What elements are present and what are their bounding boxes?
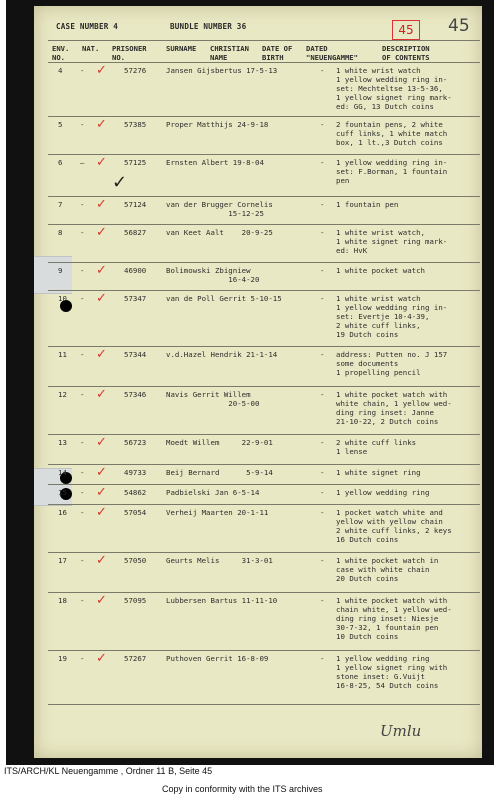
col-dated: DATED "NEUENGAMME" — [306, 44, 358, 62]
nationality-dash: - — [80, 654, 85, 663]
prisoner-name-dob: Navis Gerrit Willem 20-5-00 — [166, 390, 260, 408]
entry-number: 15 — [58, 488, 67, 497]
contents-description: 1 white pocket watch with white chain, 1 yellow wed- ding ring inset: Janne 21-10-22, 2 Dutch coins — [336, 390, 452, 426]
red-check-mark: ✓ — [96, 387, 107, 402]
dated-dash: - — [320, 390, 325, 399]
nationality-dash: - — [80, 200, 85, 209]
prisoner-number: 57347 — [124, 294, 147, 303]
nationality-dash: - — [80, 266, 85, 275]
red-check-mark: ✓ — [96, 435, 107, 450]
prisoner-number: 56723 — [124, 438, 147, 447]
page-stamp: 45 — [392, 20, 420, 40]
row-divider — [48, 154, 480, 155]
prisoner-number: 46900 — [124, 266, 147, 275]
dated-dash: - — [320, 508, 325, 517]
prisoner-name-dob: van Keet Aalt 20-9-25 — [166, 228, 273, 237]
nationality-dash: - — [80, 120, 85, 129]
header-rule — [48, 40, 480, 41]
nationality-dash: - — [80, 350, 85, 359]
prisoner-number: 57267 — [124, 654, 147, 663]
entry-number: 11 — [58, 350, 67, 359]
red-check-mark: ✓ — [96, 263, 107, 278]
entry-number: 17 — [58, 556, 67, 565]
prisoner-name-dob: Padbielski Jan 6-5-14 — [166, 488, 260, 497]
red-check-mark: ✓ — [96, 347, 107, 362]
prisoner-number: 56827 — [124, 228, 147, 237]
prisoner-name-dob: v.d.Hazel Hendrik 21-1-14 — [166, 350, 278, 359]
dated-dash: - — [320, 488, 325, 497]
prisoner-number: 57346 — [124, 390, 147, 399]
contents-description: 1 white wrist watch, 1 white signet ring mark- ed: HvK — [336, 228, 448, 255]
dated-dash: - — [320, 200, 325, 209]
prisoner-name-dob: Moedt Willem 22-9-01 — [166, 438, 273, 447]
row-divider — [48, 196, 480, 197]
handwritten-page-number: 45 — [448, 16, 470, 36]
red-check-mark: ✓ — [96, 651, 107, 666]
contents-description: 1 white pocket watch — [336, 266, 425, 275]
nationality-dash: - — [80, 468, 85, 477]
red-check-mark: ✓ — [96, 63, 107, 78]
red-check-mark: ✓ — [96, 553, 107, 568]
red-check-mark: ✓ — [96, 117, 107, 132]
row-divider — [48, 484, 480, 485]
nationality-dash: - — [80, 556, 85, 565]
header-rule — [48, 62, 480, 63]
entry-number: 12 — [58, 390, 67, 399]
row-divider — [48, 224, 480, 225]
prisoner-number: 57124 — [124, 200, 147, 209]
nationality-dash: - — [80, 294, 85, 303]
nationality-dash: - — [80, 438, 85, 447]
case-number: CASE NUMBER 4 — [56, 22, 119, 31]
row-divider — [48, 704, 480, 705]
prisoner-name-dob: Verheij Maarten 20-1-11 — [166, 508, 269, 517]
dated-dash: - — [320, 596, 325, 605]
entry-number: 16 — [58, 508, 67, 517]
red-check-mark: ✓ — [96, 225, 107, 240]
col-surname: SURNAME — [166, 44, 197, 53]
row-divider — [48, 290, 480, 291]
prisoner-number: 57385 — [124, 120, 147, 129]
dated-dash: - — [320, 468, 325, 477]
dated-dash: - — [320, 350, 325, 359]
prisoner-number: 57125 — [124, 158, 147, 167]
red-check-mark: ✓ — [96, 593, 107, 608]
prisoner-name-dob: Ernsten Albert 19-8-04 — [166, 158, 264, 167]
col-prisoner-no: PRISONER NO. — [112, 44, 147, 62]
entry-number: 10 — [58, 294, 67, 303]
row-divider — [48, 434, 480, 435]
prisoner-number: 54862 — [124, 488, 147, 497]
entry-number: 6 — [58, 158, 63, 167]
nationality-dash: - — [80, 596, 85, 605]
entry-number: 5 — [58, 120, 63, 129]
prisoner-name-dob: Lubbersen Bartus 11-11-10 — [166, 596, 278, 605]
red-check-mark: ✓ — [96, 465, 107, 480]
contents-description: 1 pocket watch white and yellow with yellow chain 2 white cuff links, 2 keys 16 Dutch coins — [336, 508, 452, 544]
entry-number: 18 — [58, 596, 67, 605]
contents-description: 1 white wrist watch 1 yellow wedding ring in- set: Evertje 10-4-39, 2 white cuff links, 19 Dutch coins — [336, 294, 448, 339]
col-nationality: NAT. — [82, 44, 100, 53]
contents-description: 1 fountain pen — [336, 200, 399, 209]
prisoner-name-dob: Geurts Melis 31-3-01 — [166, 556, 273, 565]
prisoner-name-dob: Beij Bernard 5-9-14 — [166, 468, 273, 477]
dated-dash: - — [320, 66, 325, 75]
prisoner-number: 57054 — [124, 508, 147, 517]
prisoner-number: 57050 — [124, 556, 147, 565]
entry-number: 13 — [58, 438, 67, 447]
dated-dash: - — [320, 438, 325, 447]
prisoner-name-dob: Proper Matthijs 24-9-18 — [166, 120, 269, 129]
red-check-mark: ✓ — [96, 291, 107, 306]
dated-dash: - — [320, 228, 325, 237]
nationality-dash: - — [80, 390, 85, 399]
contents-description: 1 white pocket watch in case with white chain 20 Dutch coins — [336, 556, 439, 583]
contents-description: 1 yellow wedding ring in- set: F.Borman, 1 fountain pen — [336, 158, 448, 185]
dated-dash: - — [320, 266, 325, 275]
row-divider — [48, 650, 480, 651]
copy-note: Copy in conformity with the ITS archives — [162, 784, 323, 794]
entry-number: 4 — [58, 66, 63, 75]
contents-description: address: Putten no. J 157 some documents 1 propelling pencil — [336, 350, 448, 377]
black-check-mark: ✓ — [112, 172, 128, 193]
dated-dash: - — [320, 120, 325, 129]
nationality-dash: - — [80, 488, 85, 497]
row-divider — [48, 504, 480, 505]
entry-number: 9 — [58, 266, 63, 275]
row-divider — [48, 464, 480, 465]
contents-description: 1 white wrist watch 1 yellow wedding ring in- set: Mechteltse 13-5-36, 1 yellow signet ring mark- ed: GG, 13 Dutch coins — [336, 66, 452, 111]
prisoner-name-dob: van de Poll Gerrit 5-10-15 — [166, 294, 282, 303]
dated-dash: - — [320, 556, 325, 565]
contents-description: 1 white pocket watch with chain white, 1 yellow wed- ding ring inset: Niesje 30-7-32, 1 fountain pen 10 Dutch coins — [336, 596, 452, 641]
bundle-number: BUNDLE NUMBER 36 — [170, 22, 247, 31]
prisoner-name-dob: Puthoven Gerrit 16-8-09 — [166, 654, 269, 663]
red-check-mark: ✓ — [96, 485, 107, 500]
archive-reference: ITS/ARCH/KL Neuengamme , Ordner 11 B, Seite 45 — [4, 766, 213, 776]
row-divider — [48, 592, 480, 593]
entry-number: 8 — [58, 228, 63, 237]
red-check-mark: ✓ — [96, 505, 107, 520]
row-divider — [48, 116, 480, 117]
entry-number: 7 — [58, 200, 63, 209]
contents-description: 2 fountain pens, 2 white cuff links, 1 white match box, 1 lt.,3 Dutch coins — [336, 120, 448, 147]
nationality-dash: - — [80, 508, 85, 517]
col-date-of-birth: DATE OF BIRTH — [262, 44, 293, 62]
contents-description: 1 yellow wedding ring 1 yellow signet ring with stone inset: G.Vuijt 16-8-25, 54 Dutch coins — [336, 654, 448, 690]
dated-dash: - — [320, 294, 325, 303]
nationality-dash: - — [80, 66, 85, 75]
contents-description: 2 white cuff links 1 lense — [336, 438, 417, 456]
row-divider — [48, 552, 480, 553]
row-divider — [48, 346, 480, 347]
red-check-mark: ✓ — [96, 155, 107, 170]
contents-description: 1 yellow wedding ring — [336, 488, 430, 497]
prisoner-number: 57276 — [124, 66, 147, 75]
col-christian-name: CHRISTIAN NAME — [210, 44, 249, 62]
entry-number: 19 — [58, 654, 67, 663]
col-description: DESCRIPTION OF CONTENTS — [382, 44, 430, 62]
prisoner-number: 57344 — [124, 350, 147, 359]
prisoner-name-dob: Bolimowski Zbigniew 16-4-20 — [166, 266, 260, 284]
signature: Umlu — [380, 722, 422, 740]
nationality-dash: - — [80, 228, 85, 237]
prisoner-name-dob: Jansen Gijsbertus 17-5-13 — [166, 66, 278, 75]
prisoner-name-dob: van der Brugger Cornelis 15-12-25 — [166, 200, 273, 218]
dated-dash: - — [320, 158, 325, 167]
row-divider — [48, 262, 480, 263]
dated-dash: - — [320, 654, 325, 663]
prisoner-number: 49733 — [124, 468, 147, 477]
contents-description: 1 white signet ring — [336, 468, 421, 477]
row-divider — [48, 386, 480, 387]
col-env-no: ENV. NO. — [52, 44, 70, 62]
entry-number: 14 — [58, 468, 67, 477]
red-check-mark: ✓ — [96, 197, 107, 212]
prisoner-number: 57095 — [124, 596, 147, 605]
nationality-dash: — — [80, 158, 85, 167]
